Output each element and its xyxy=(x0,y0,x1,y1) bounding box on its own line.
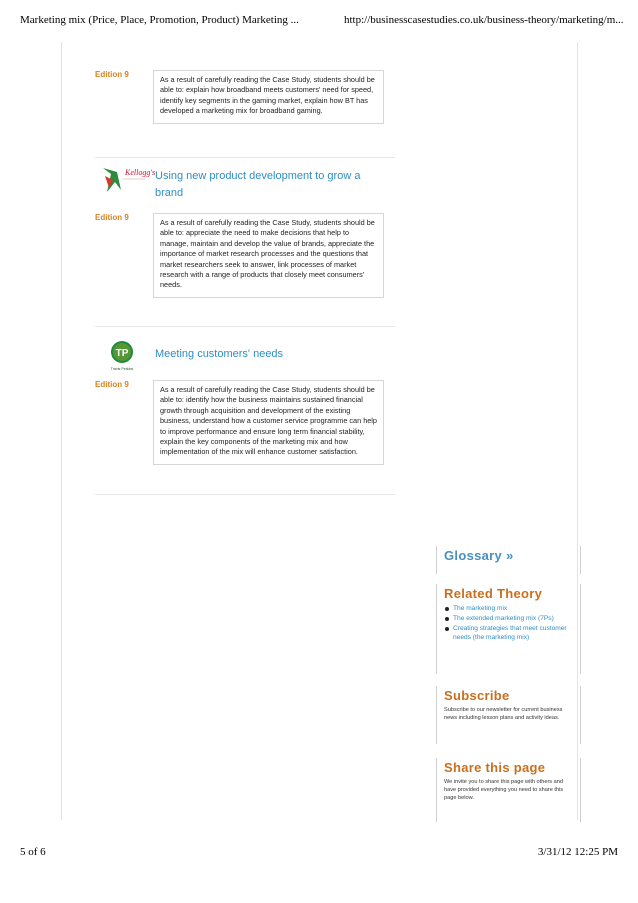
case-study-title-link[interactable]: Using new product development to grow a brand xyxy=(155,170,361,199)
subscribe-text: Subscribe to our newsletter for current business news including lesson plans and activity ideas. xyxy=(444,707,563,721)
share-heading: Share this page xyxy=(444,760,546,775)
edition-label: Edition 9 xyxy=(95,213,129,222)
subscribe-heading[interactable]: Subscribe xyxy=(444,688,510,703)
separator xyxy=(95,494,395,495)
share-block xyxy=(436,758,581,822)
logo-caption: Travis Perkins xyxy=(110,367,134,371)
document-title: Marketing mix (Price, Place, Promotion, Product) Marketing ... xyxy=(20,14,299,26)
separator xyxy=(95,326,395,327)
svg-text:Kellogg's: Kellogg's xyxy=(125,168,156,177)
case-study-summary: As a result of carefully reading the Case Study, students should be able to: explain how broadband meets customers' need for speed, identify key segments in the gaming market, explain how BT has developed a marketing mix for broadband gaming. xyxy=(153,70,384,124)
logo-text: TP xyxy=(115,348,129,359)
case-study-summary: As a result of carefully reading the Case Study, students should be able to: appreciate the need to make decisions that help to manage, maintain and develop the value of brands, appreciate the importance of market research processes and the questions that market researchers seek to answer, link processes of market research with a range of products that closely meet consumers' needs. xyxy=(153,213,384,298)
case-study-summary: As a result of carefully reading the Case Study, students should be able to: identify how the business maintains sustained financial growth through acquisition and development of the existing business, understand how a customer service programme can help to improve performance and ensure long term financial stability, explain the key components of the marketing mix and how implementation of the mix will enhance customer satisfaction. xyxy=(153,380,384,465)
print-timestamp: 3/31/12 12:25 PM xyxy=(537,846,618,858)
separator xyxy=(95,157,395,158)
edition-label: Edition 9 xyxy=(95,70,129,79)
related-theory-link[interactable]: The extended marketing mix (7Ps) xyxy=(444,614,574,623)
related-theory-block xyxy=(436,584,581,674)
related-theory-link[interactable]: The marketing mix xyxy=(444,604,574,613)
related-theory-heading: Related Theory xyxy=(444,586,543,601)
subscribe-block xyxy=(436,686,581,744)
glossary-block xyxy=(436,546,581,574)
travis-perkins-logo-icon[interactable] xyxy=(108,340,136,372)
kelloggs-logo-icon[interactable] xyxy=(97,160,156,198)
related-theory-link[interactable]: Creating strategies that meet customer needs (the marketing mix) xyxy=(444,624,574,642)
edition-label: Edition 9 xyxy=(95,380,129,389)
case-study-title-link[interactable]: Meeting customers' needs xyxy=(155,348,284,360)
page-number: 5 of 6 xyxy=(20,846,46,858)
document-url[interactable]: http://businesscasestudies.co.uk/business-theory/marketing/m... xyxy=(344,14,624,26)
glossary-link[interactable]: Glossary » xyxy=(444,548,514,563)
related-theory-list xyxy=(444,604,574,642)
share-text: We invite you to share this page with others and have provided everything you need to share this page below. xyxy=(444,779,564,801)
